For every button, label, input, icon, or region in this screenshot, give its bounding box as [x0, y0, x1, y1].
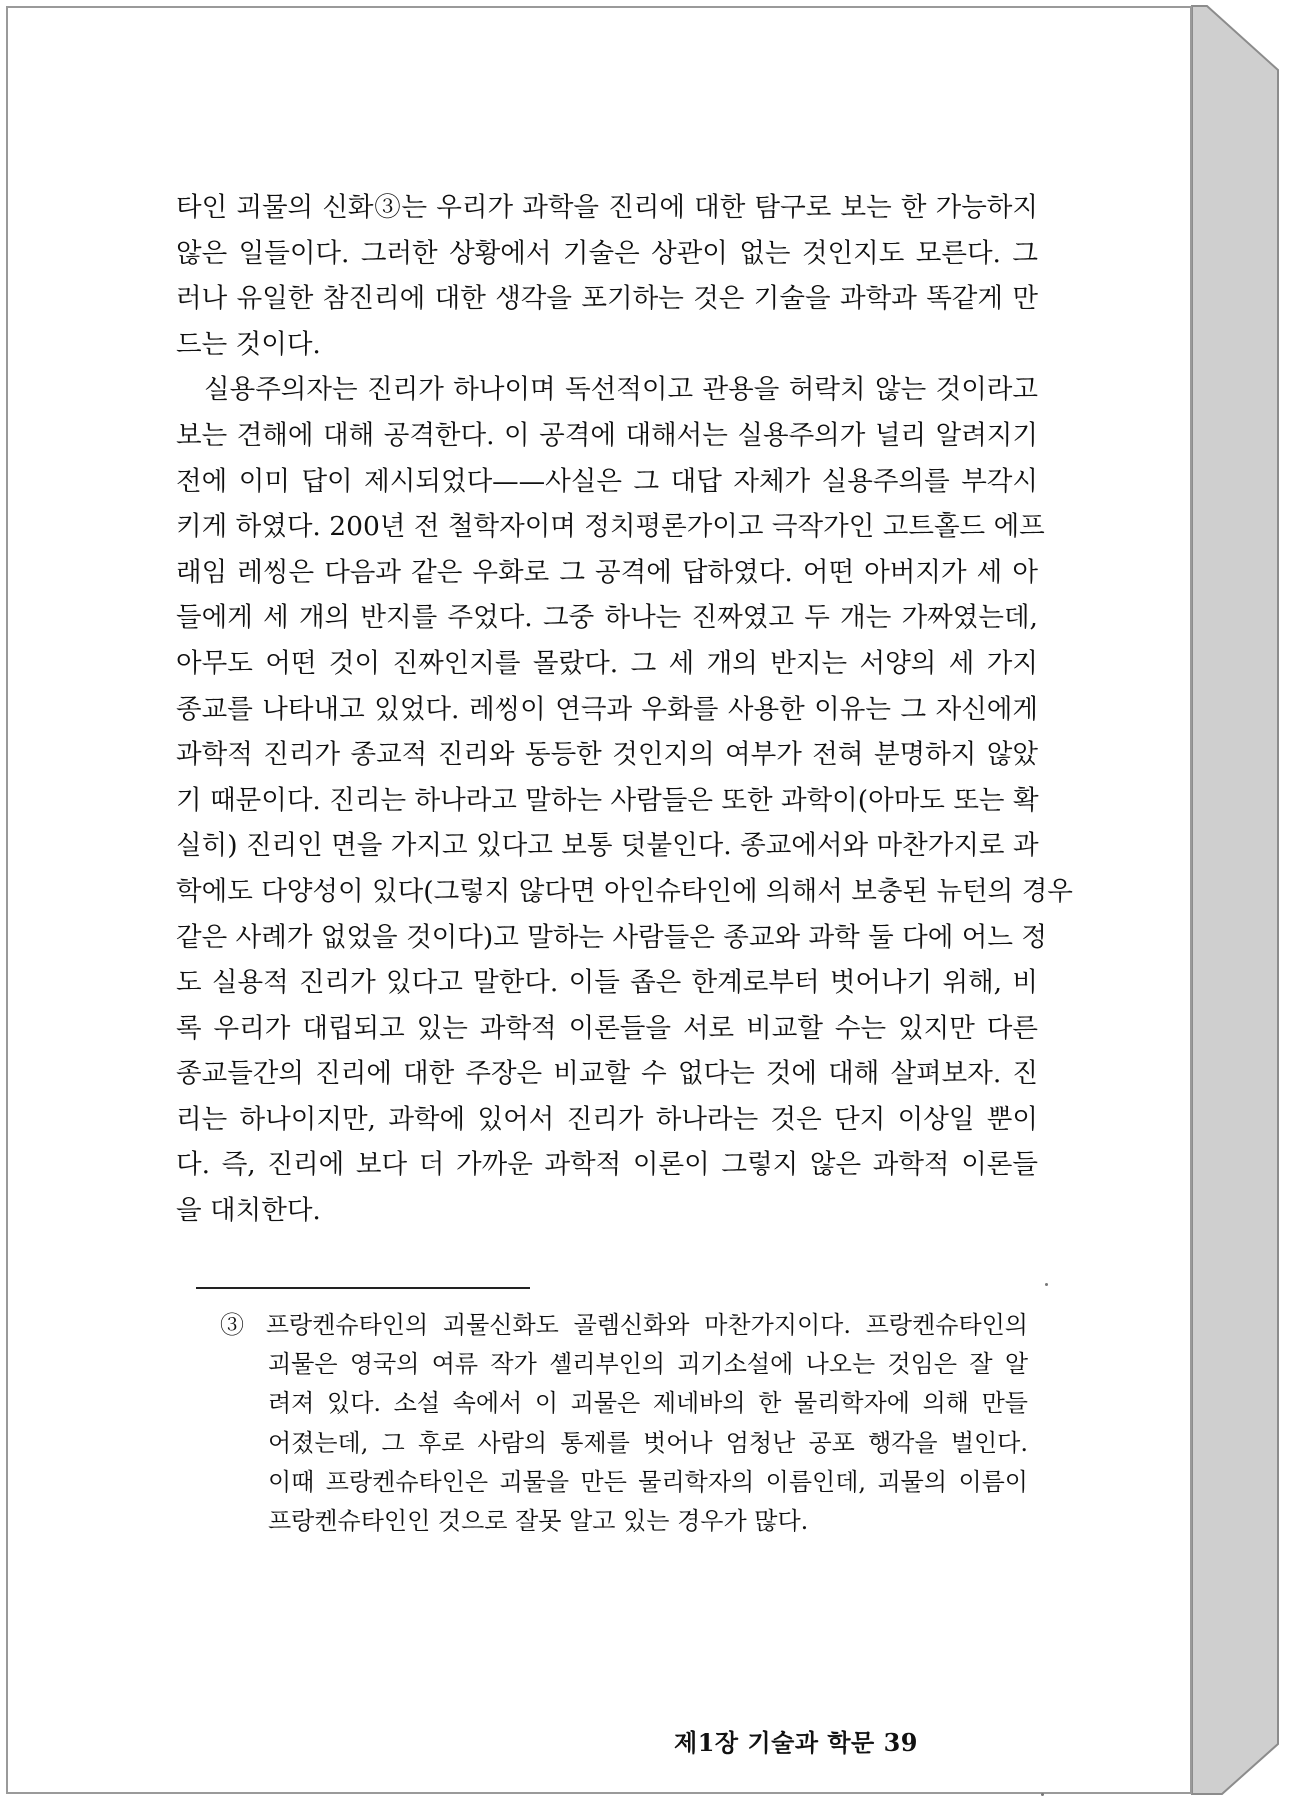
text-line: 리는 하나이지만, 과학에 있어서 진리가 하나라는 것은 단지 이상일 뿐이	[176, 1103, 1038, 1135]
text-line: 종교를 나타내고 있었다. 레씽이 연극과 우화를 사용한 이유는 그 자신에게	[176, 693, 1038, 725]
text-line: 않은 일들이다. 그러한 상황에서 기술은 상관이 없는 것인지도 모른다. 그	[176, 237, 1038, 269]
footnote-rule	[196, 1287, 530, 1289]
book-spine-shade	[1192, 6, 1278, 1794]
text-line: 실용주의자는 진리가 하나이며 독선적이고 관용을 허락치 않는 것이라고	[204, 374, 1038, 406]
text-line: 을 대치한다.	[176, 1195, 321, 1227]
text-line: 아무도 어떤 것이 진짜인지를 몰랐다. 그 세 개의 반지는 서양의 세 가지	[176, 647, 1038, 679]
book-page	[6, 6, 1192, 1794]
text-line: 러나 유일한 참진리에 대한 생각을 포기하는 것은 기술을 과학과 똑같게 만	[176, 283, 1038, 315]
text-line: 드는 것이다.	[176, 328, 321, 360]
footnote-line: 프랑켄슈타인인 것으로 잘못 알고 있는 경우가 많다.	[268, 1506, 809, 1535]
footnote-line: 이때 프랑켄슈타인은 괴물을 만든 물리학자의 이름인데, 괴물의 이름이	[268, 1467, 1028, 1496]
text-line: 같은 사례가 없었을 것이다)고 말하는 사람들은 종교와 과학 둘 다에 어느 정	[176, 921, 1047, 953]
footnote-line: 어졌는데, 그 후로 사람의 통제를 벗어나 엄청난 공포 행각을 벌인다.	[268, 1428, 1028, 1457]
footnote-line: 괴물은 영국의 여류 작가 셸리부인의 괴기소설에 나오는 것임은 잘 알	[268, 1350, 1028, 1379]
text-line: 기 때문이다. 진리는 하나라고 말하는 사람들은 또한 과학이(아마도 또는 확	[176, 784, 1039, 816]
text-line: 키게 하였다. 200년 전 철학자이며 정치평론가이고 극작가인 고트홀드 에프	[176, 511, 1045, 543]
text-line: 다. 즉, 진리에 보다 더 가까운 과학적 이론이 그렇지 않은 과학적 이론들	[176, 1149, 1038, 1181]
text-line: 종교들간의 진리에 대한 주장은 비교할 수 없다는 것에 대해 살펴보자. 진	[176, 1058, 1038, 1090]
footnote-line: 려져 있다. 소설 속에서 이 괴물은 제네바의 한 물리학자에 의해 만들	[268, 1389, 1028, 1418]
text-line: 도 실용적 진리가 있다고 말한다. 이들 좁은 한계로부터 벗어나기 위해, 비	[176, 967, 1038, 999]
text-line: 과학적 진리가 종교적 진리와 동등한 것인지의 여부가 전혀 분명하지 않았	[176, 739, 1038, 771]
text-line: 록 우리가 대립되고 있는 과학적 이론들을 서로 비교할 수는 있지만 다른	[176, 1012, 1038, 1044]
text-line: 래임 레씽은 다음과 같은 우화로 그 공격에 답하였다. 어떤 아버지가 세 아	[176, 556, 1038, 588]
page-folio: 제1장 기술과 학문 39	[674, 1728, 918, 1757]
text-line: 보는 견해에 대해 공격한다. 이 공격에 대해서는 실용주의가 널리 알려지기	[176, 419, 1038, 451]
footnote	[220, 1306, 1028, 1541]
scan-speck	[1041, 1793, 1044, 1796]
text-line: 실히) 진리인 면을 가지고 있다고 보통 덧붙인다. 종교에서와 마찬가지로 과	[176, 830, 1039, 862]
footnote-line: ③ 프랑켄슈타인의 괴물신화도 골렘신화와 마찬가지이다. 프랑켄슈타인의	[220, 1311, 1028, 1339]
text-line: 들에게 세 개의 반지를 주었다. 그중 하나는 진짜였고 두 개는 가짜였는데,	[176, 602, 1038, 634]
text-line: 전에 이미 답이 제시되었다——사실은 그 대답 자체가 실용주의를 부각시	[176, 465, 1038, 497]
body-text	[176, 185, 1073, 1234]
text-line: 타인 괴물의 신화③는 우리가 과학을 진리에 대한 탐구로 보는 한 가능하지	[176, 192, 1038, 223]
text-line: 학에도 다양성이 있다(그렇지 않다면 아인슈타인에 의해서 보충된 뉴턴의 경우	[176, 875, 1073, 907]
scan-speck	[1045, 1283, 1048, 1286]
